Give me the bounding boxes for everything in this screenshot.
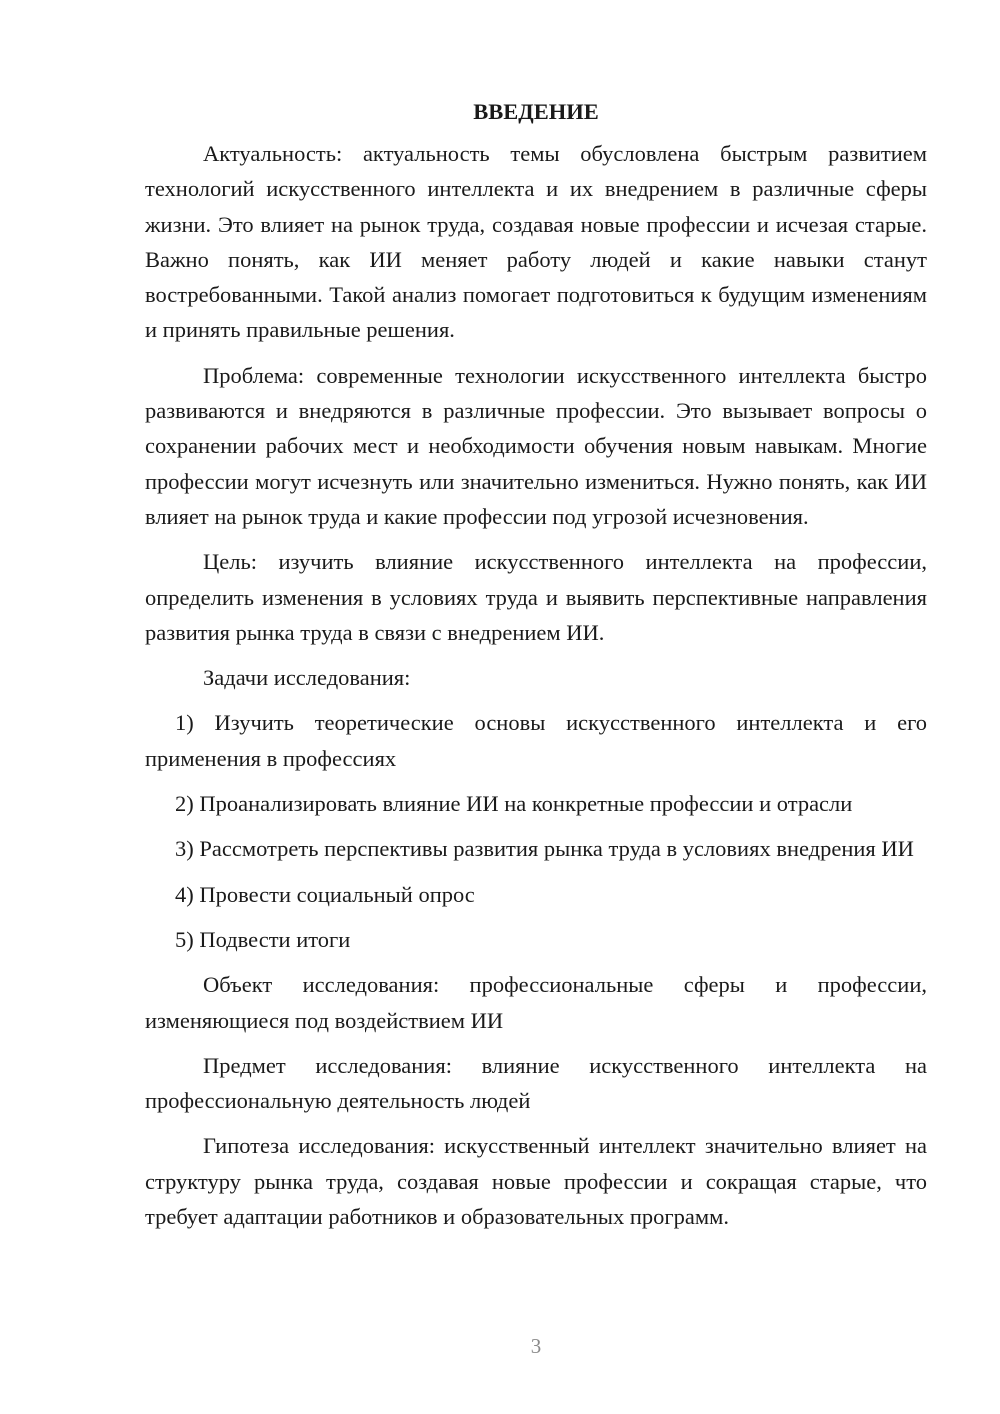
object-paragraph: Объект исследования: профессиональные сферы и профессии, изменяющиеся под воздействием ИИ — [145, 972, 927, 1033]
goal-paragraph: Цель: изучить влияние искусственного интеллекта на профессии, определить изменения в условиях труда и выявить перспективные направления развития рынка труда в связи с внедрением ИИ. — [145, 549, 927, 645]
relevance-paragraph: Актуальность: актуальность темы обусловлена быстрым развитием технологий искусственного интеллекта и их внедрением в различные сферы жизни. Это влияет на рынок труда, создавая новые профессии и исчезая старые. Важно понять, как ИИ меняет работу людей и какие навыки станут востребованными. Такой анализ помогает подготовиться к будущим изменениям и принять правильные решения. — [145, 141, 927, 343]
page-title: ВВЕДЕНИЕ — [473, 99, 599, 124]
task-item-1: 1) Изучить теоретические основы искусственного интеллекта и его применения в профессиях — [145, 710, 927, 771]
subject-paragraph: Предмет исследования: влияние искусственного интеллекта на профессиональную деятельность людей — [145, 1052, 927, 1114]
task-item-3: 3) Рассмотреть перспективы развития рынка труда в условиях внедрения ИИ — [175, 836, 914, 862]
problem-paragraph: Проблема: современные технологии искусственного интеллекта быстро развиваются и внедряются в различные профессии. Это вызывает вопросы о сохранении рабочих мест и необходимости обучения новым навыкам. Многие профессии могут исчезнуть или значительно измениться. Нужно понять, как ИИ влияет на рынок труда и какие профессии под угрозой исчезновения. — [145, 362, 927, 529]
task-item-4: 4) Провести социальный опрос — [175, 881, 475, 907]
tasks-heading: Задачи исследования: — [203, 665, 411, 691]
hypothesis-paragraph: Гипотеза исследования: искусственный интеллект значительно влияет на структуру рынка труда, создавая новые профессии и сокращая старые, что требует адаптации работников и образовательных программ. — [145, 1133, 927, 1230]
page-content — [145, 97, 927, 1234]
task-item-2: 2) Проанализировать влияние ИИ на конкретные профессии и отрасли — [175, 791, 853, 817]
task-item-5: 5) Подвести итоги — [175, 926, 351, 952]
page-number: 3 — [530, 1334, 542, 1358]
